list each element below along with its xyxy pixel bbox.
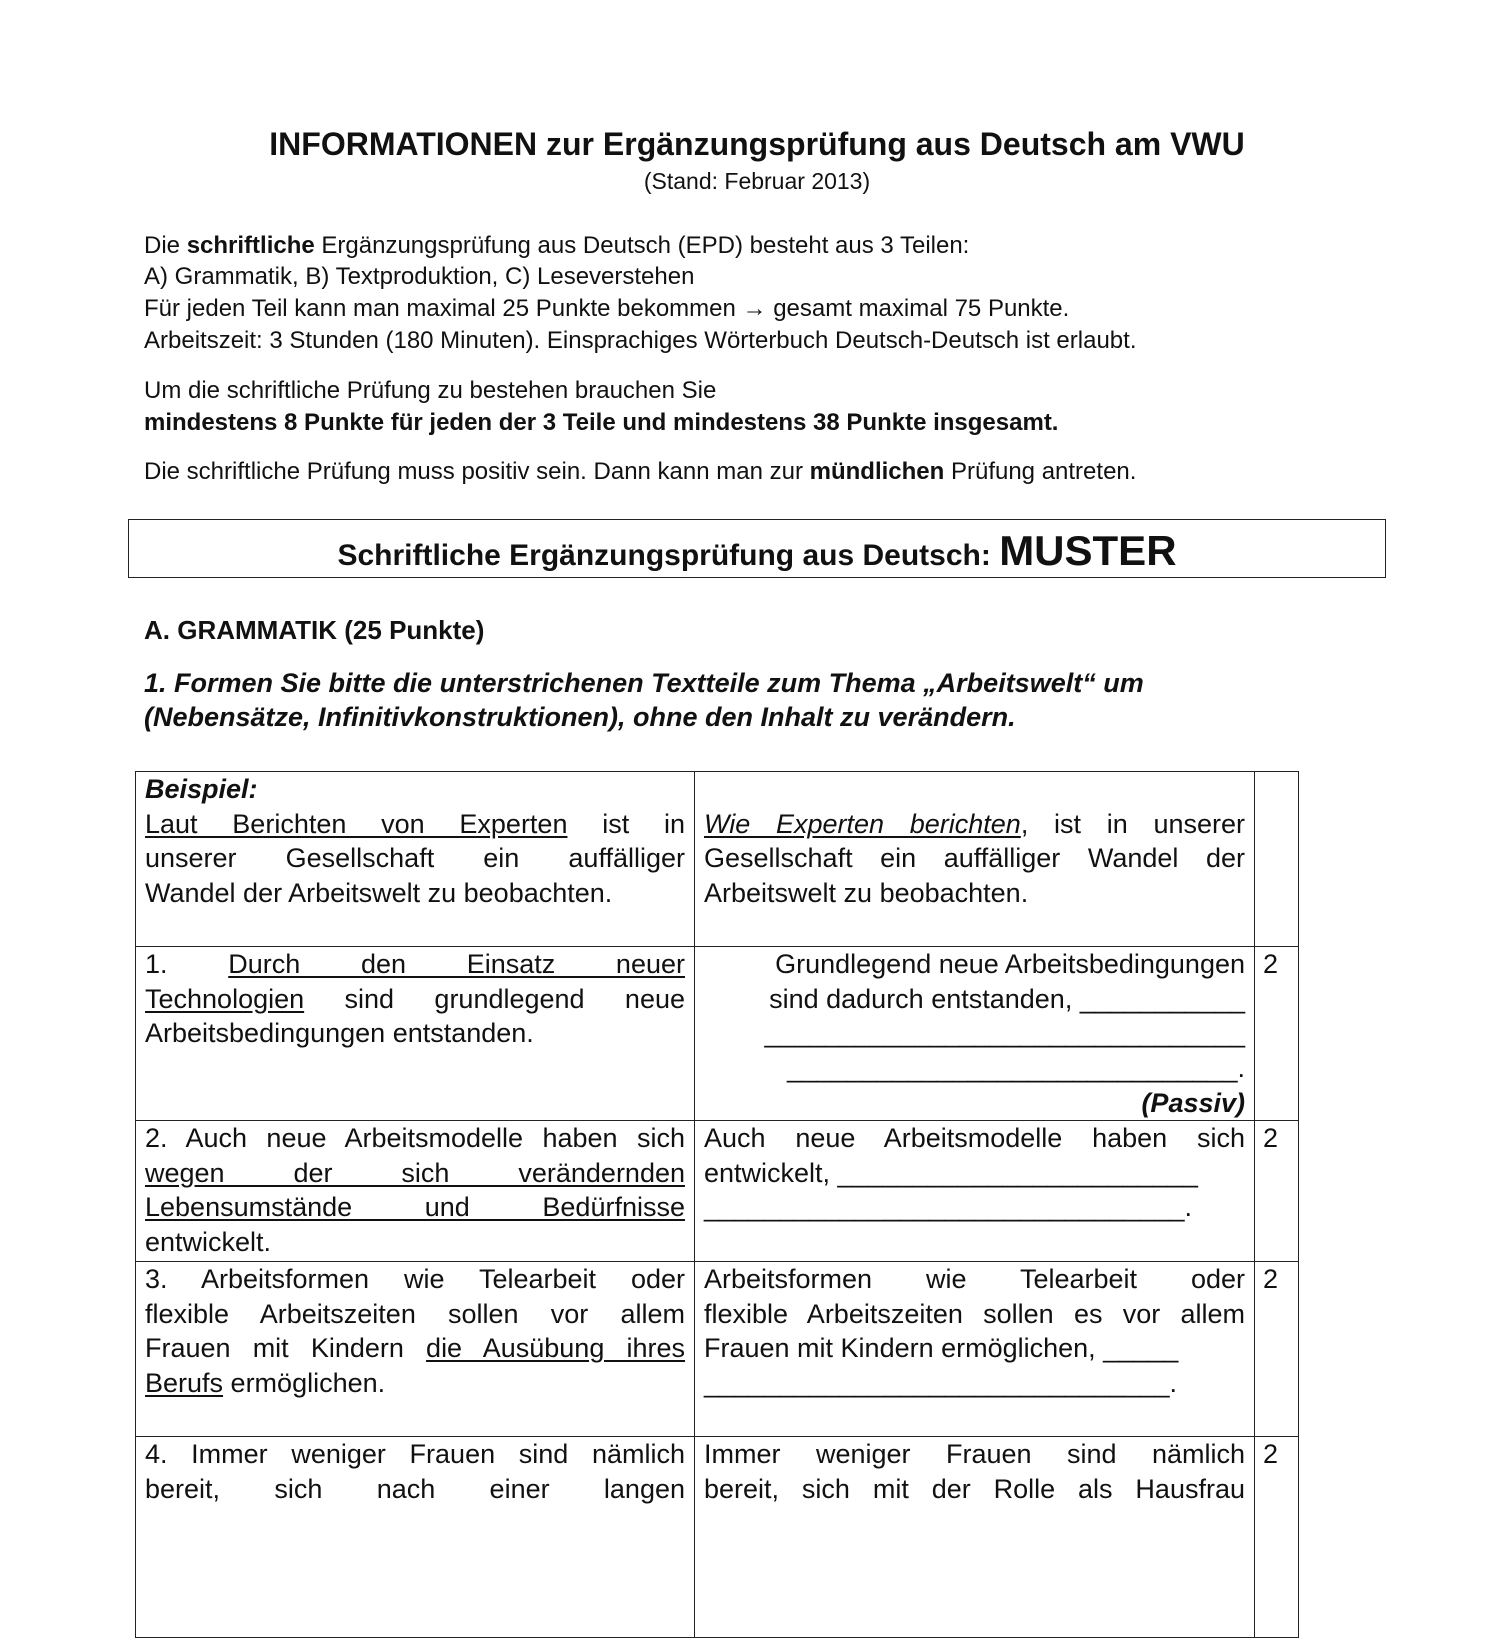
text-line xyxy=(704,947,1245,982)
text-line xyxy=(704,1472,1245,1507)
text-line xyxy=(145,947,685,982)
text-line xyxy=(145,1121,685,1156)
underlined-text: Durch den Einsatz neuer xyxy=(228,949,685,979)
text: ist in xyxy=(567,808,685,839)
text: ermöglichen. xyxy=(223,1368,386,1399)
text-line xyxy=(704,1121,1245,1156)
text-line xyxy=(704,772,1245,807)
text-line xyxy=(145,772,685,807)
text: Gesellschaft ein auffälliger Wandel der xyxy=(704,843,1245,874)
text-line xyxy=(145,1016,685,1051)
source-cell xyxy=(135,772,694,946)
text-line xyxy=(145,1331,685,1366)
text-line xyxy=(145,876,685,911)
underlined-text: die Ausübung ihres xyxy=(426,1333,686,1364)
task-line: 1. Formen Sie bitte die unterstrichenen Textteile zum Thema „Arbeitswelt“ um xyxy=(144,668,1144,698)
exam-title-muster: MUSTER xyxy=(999,527,1177,574)
intro-pass-minimum: mindestens 8 Punkte für jeden der 3 Teile und mindestens 38 Punkte insgesamt. xyxy=(144,409,1059,436)
points-value: 2 xyxy=(1263,1264,1279,1294)
underlined-text: Lebensumstände und Bedürfnisse xyxy=(145,1192,685,1223)
emphasis: schriftliche xyxy=(186,232,315,259)
text: flexible Arbeitszeiten sollen vor allem xyxy=(145,1298,685,1329)
answer-cell xyxy=(694,1437,1254,1637)
text-line xyxy=(145,807,685,842)
text-line xyxy=(704,841,1245,876)
points-cell xyxy=(1254,947,1299,1120)
underlined-text: Wie Experten berichten xyxy=(704,808,1021,839)
text: ________________________________. xyxy=(704,1192,1193,1223)
text-line xyxy=(145,982,685,1017)
text-line xyxy=(145,1366,685,1401)
intro-parts: A) Grammatik, B) Textproduktion, C) Leseverstehen xyxy=(144,263,695,290)
text-line xyxy=(704,1437,1245,1472)
text: Frauen mit Kindern ermöglichen, _____ xyxy=(704,1333,1179,1364)
text-line xyxy=(145,1437,685,1472)
source-cell xyxy=(135,1121,694,1261)
text: sind dadurch entstanden, ___________ xyxy=(769,983,1245,1014)
intro-points: Für jeden Teil kann man maximal 25 Punkte bekommen → gesamt maximal 75 Punkte. xyxy=(144,295,1070,322)
text: Beispiel: xyxy=(145,774,258,804)
source-cell xyxy=(135,947,694,1120)
table-row xyxy=(135,947,1299,1121)
text: 3. Arbeitsformen wie Telearbeit oder xyxy=(145,1264,685,1294)
text: sind grundlegend neue xyxy=(304,983,685,1014)
task-instruction xyxy=(144,666,1144,734)
source-cell xyxy=(135,1262,694,1436)
intro-oral-exam xyxy=(144,456,1136,488)
text-line xyxy=(145,1156,685,1191)
text-line xyxy=(145,1472,685,1507)
task-line: (Nebensätze, Infinitivkonstruktionen), ohne den Inhalt zu verändern. xyxy=(144,702,1016,732)
table-row xyxy=(135,1121,1299,1262)
text-line xyxy=(704,982,1245,1017)
intro-pass-requirement: Um die schriftliche Prüfung zu bestehen brauchen Sie xyxy=(144,377,717,404)
text: ________________________________ xyxy=(764,1018,1245,1049)
points-cell xyxy=(1254,1121,1299,1261)
points-cell xyxy=(1254,1262,1299,1436)
section-heading: A. GRAMMATIK (25 Punkte) xyxy=(144,615,485,645)
text: Auch neue Arbeitsmodelle haben sich xyxy=(704,1123,1245,1153)
text: bereit, sich mit der Rolle als Hausfrau xyxy=(704,1473,1245,1504)
answer-cell xyxy=(694,1121,1254,1261)
points-value: 2 xyxy=(1263,1123,1279,1153)
text: Ergänzungsprüfung aus Deutsch (EPD) besteht aus 3 Teilen: xyxy=(314,232,970,259)
answer-cell xyxy=(694,1262,1254,1436)
text: Wandel der Arbeitswelt zu beobachten. xyxy=(145,878,613,909)
underlined-text: Laut Berichten von Experten xyxy=(145,808,568,839)
text: Arbeitsbedingungen entstanden. xyxy=(145,1018,534,1049)
underlined-text: wegen der sich verändernden xyxy=(145,1157,685,1188)
text: _______________________________. xyxy=(704,1368,1178,1399)
text: unserer Gesellschaft ein auffälliger xyxy=(145,843,685,874)
text-line xyxy=(704,1156,1245,1191)
text-line xyxy=(704,876,1245,911)
points-cell xyxy=(1254,772,1299,946)
text: Die schriftliche Prüfung muss positiv sein. Dann kann man zur xyxy=(144,458,810,485)
intro-time: Arbeitszeit: 3 Stunden (180 Minuten). Einsprachiges Wörterbuch Deutsch-Deutsch ist erlaubt. xyxy=(144,327,1137,354)
text: ______________________________. xyxy=(787,1053,1245,1084)
underlined-text: Technologien xyxy=(145,983,305,1014)
table-row xyxy=(135,1262,1299,1437)
text: Prüfung antreten. xyxy=(944,458,1137,485)
text-line xyxy=(704,1086,1245,1121)
text-line xyxy=(704,1262,1245,1297)
underlined-text: Berufs xyxy=(145,1368,224,1399)
text: Immer weniger Frauen sind nämlich xyxy=(704,1439,1245,1469)
text: flexible Arbeitszeiten sollen es vor allem xyxy=(704,1298,1245,1329)
text: Arbeitsformen wie Telearbeit oder xyxy=(704,1264,1245,1294)
document-title: INFORMATIONEN zur Ergänzungsprüfung aus Deutsch am VWU xyxy=(269,126,1245,162)
text-line xyxy=(704,807,1245,842)
text: Die xyxy=(144,232,187,259)
points-value: 2 xyxy=(1263,1439,1279,1469)
exercise-table xyxy=(135,771,1299,1638)
text-line xyxy=(145,1262,685,1297)
text-line xyxy=(704,1331,1245,1366)
text-line xyxy=(704,1051,1245,1086)
exam-title: Schriftliche Ergänzungsprüfung aus Deutsch: xyxy=(337,539,1000,572)
points-cell xyxy=(1254,1437,1299,1637)
answer-cell xyxy=(694,947,1254,1120)
example-row xyxy=(135,772,1299,947)
source-cell xyxy=(135,1437,694,1637)
text: Grundlegend neue Arbeitsbedingungen xyxy=(775,949,1245,979)
text-line xyxy=(704,1016,1245,1051)
emphasis: mündlichen xyxy=(809,458,945,485)
text: entwickelt. xyxy=(145,1227,272,1258)
text: entwickelt, ________________________ xyxy=(704,1157,1198,1188)
answer-cell xyxy=(694,772,1254,946)
text: 1. xyxy=(145,949,229,979)
text: , ist in unserer xyxy=(1020,808,1245,839)
text-line xyxy=(704,1297,1245,1332)
text-line xyxy=(704,1366,1245,1401)
points-value: 2 xyxy=(1263,949,1279,979)
text-line xyxy=(145,1225,685,1260)
intro-paragraph-1 xyxy=(144,230,969,262)
text-line xyxy=(145,841,685,876)
text: Frauen mit Kindern xyxy=(145,1333,427,1364)
text: 2. Auch neue Arbeitsmodelle haben sich xyxy=(145,1123,685,1153)
document-date: (Stand: Februar 2013) xyxy=(643,168,871,194)
table-row xyxy=(135,1437,1299,1638)
exam-title-box xyxy=(128,519,1386,578)
text-line xyxy=(145,1297,685,1332)
text: (Passiv) xyxy=(1141,1087,1245,1118)
text: 4. Immer weniger Frauen sind nämlich xyxy=(145,1439,685,1469)
text-line xyxy=(704,1190,1245,1225)
text: Arbeitswelt zu beobachten. xyxy=(704,878,1029,909)
text-line xyxy=(145,1190,685,1225)
text: bereit, sich nach einer langen xyxy=(145,1473,685,1504)
